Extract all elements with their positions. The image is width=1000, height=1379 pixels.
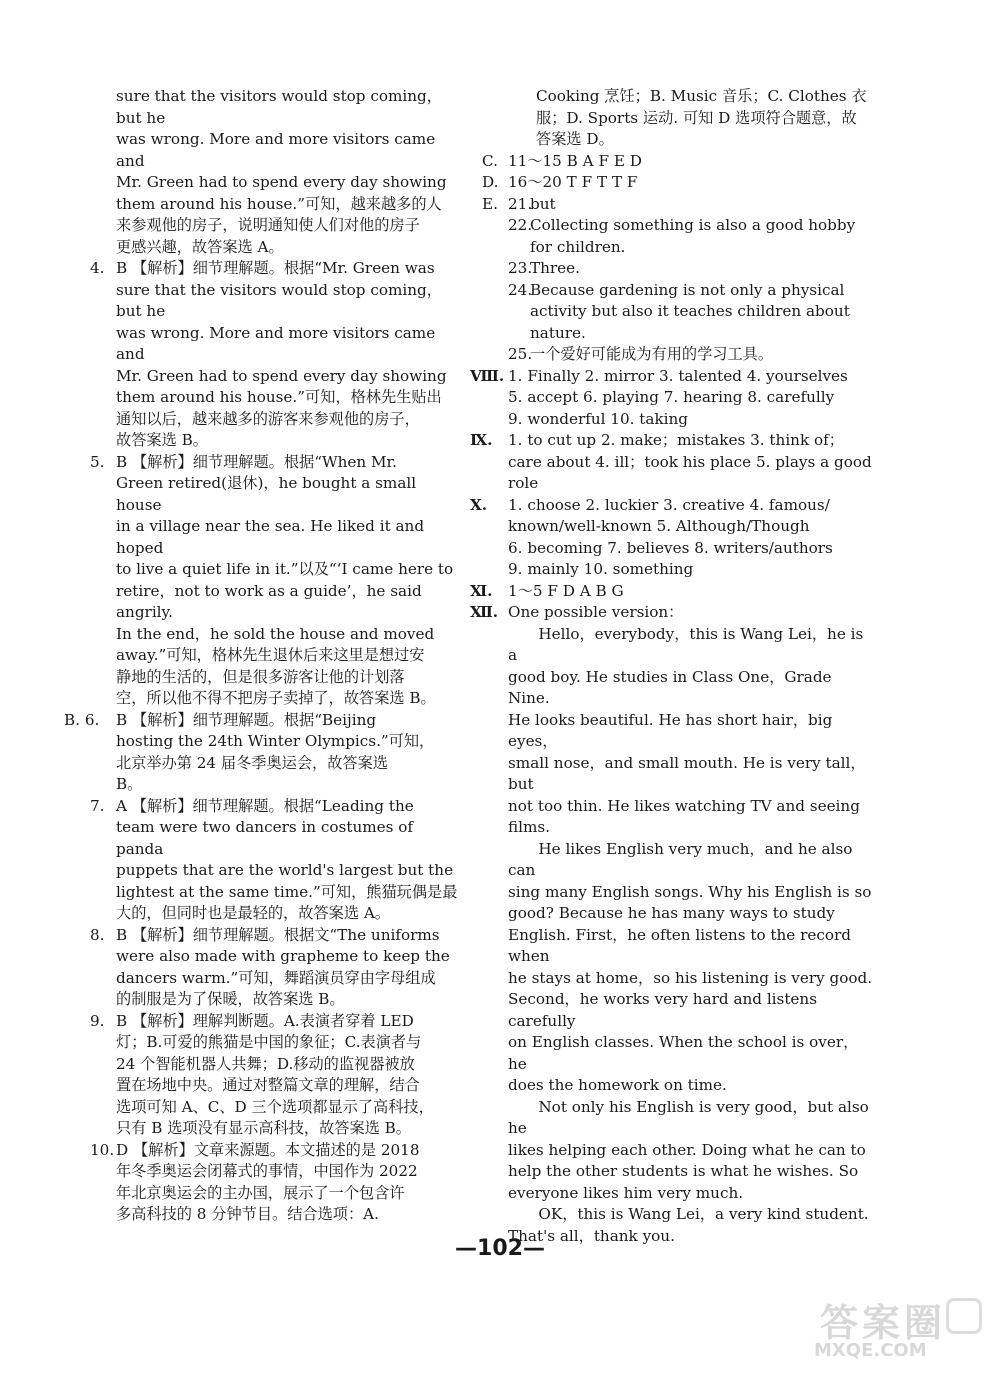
text-line: them around his house.”可知，格林先生贴出 <box>116 388 442 406</box>
text-line: dancers warm.”可知，舞蹈演员穿由字母组成 <box>116 968 436 987</box>
item-number: 5. <box>90 452 105 471</box>
text-line: 年北京奥运会的主办国，展示了一个包含许 <box>116 1183 405 1202</box>
text-line: 9. wonderful 10. taking <box>508 409 689 428</box>
text-line: 一个爱好可能成为有用的学习工具。 <box>530 345 773 363</box>
section-c <box>482 151 874 173</box>
text-line: hosting the 24th Winter Olympics.”可知， <box>116 732 435 750</box>
item-number: 4. <box>90 259 105 277</box>
text-line: 9. mainly 10. something <box>508 560 694 578</box>
text-line: One possible version： <box>508 603 684 621</box>
item-number: 7. <box>90 796 105 815</box>
text-line: B 【解析】细节理解题。根据“Mr. Green was <box>116 259 435 277</box>
text-line: known/well-known 5. Although/Though <box>508 517 810 535</box>
answer-item <box>90 1140 458 1226</box>
text-line: B 【解析】细节理解题。根据文“The uniforms <box>116 925 440 944</box>
text-line: 多高科技的 8 分钟节目。结合选项：A. <box>116 1205 379 1223</box>
answer-item <box>90 925 458 1011</box>
essay-paragraph <box>508 624 874 839</box>
text-line: 灯；B.可爱的熊猫是中国的象征；C.表演者与 <box>116 1033 422 1051</box>
item-number: 24. <box>508 280 533 299</box>
text-line: team were two dancers in costumes of panda <box>116 818 414 858</box>
section-e <box>482 194 874 366</box>
text-line: 1. to cut up 2. make；mistakes 3. think of； <box>508 431 844 449</box>
text-line: films. <box>508 818 551 836</box>
text-line: nature. <box>530 323 586 342</box>
text-line: retire，not to work as a guide’，he said angrily. <box>116 581 422 621</box>
text-line: 静地的生活的，但是很多游客让他的计划落 <box>116 667 405 686</box>
section-label: Ⅺ. <box>470 581 493 600</box>
answer-continuation <box>482 86 874 151</box>
section-label: E. <box>482 194 498 213</box>
answer-continuation <box>90 86 458 258</box>
text-line: for children. <box>530 237 626 256</box>
left-column <box>64 86 458 1226</box>
text-line: 1. Finally 2. mirror 3. talented 4. yourselves <box>508 366 848 385</box>
item-number: B. 6. <box>64 710 100 729</box>
text-line: good? Because he has many ways to study <box>508 904 835 922</box>
answer-item <box>482 215 874 258</box>
text-line: he stays at home，so his listening is very good. <box>508 968 873 987</box>
answer-item <box>90 258 458 452</box>
text-line: That's all，thank you. <box>508 1226 675 1245</box>
section-x <box>470 495 874 581</box>
text-line: B 【解析】细节理解题。根据“When Mr. <box>116 452 397 471</box>
right-column <box>470 86 874 1247</box>
item-number: 9. <box>90 1011 105 1030</box>
text-line: were also made with grapheme to keep the <box>116 947 450 965</box>
item-number: 8. <box>90 925 105 944</box>
text-line: Three. <box>530 259 580 277</box>
answer-item <box>64 710 458 796</box>
text-line: Not only his English is very good，but also he <box>508 1097 869 1137</box>
text-line: Collecting something is also a good hobby <box>530 216 856 234</box>
text-line: 答案选 D。 <box>536 130 614 148</box>
text-line: 大的，但同时也是最轻的，故答案选 A。 <box>116 904 390 922</box>
text-line: 置在场地中央。通过对整篇文章的理解，结合 <box>116 1076 420 1094</box>
text-line: Mr. Green had to spend every day showing <box>116 366 447 385</box>
item-number: 23. <box>508 259 533 277</box>
text-line: In the end，he sold the house and moved <box>116 624 435 643</box>
text-line: help the other students is what he wishes. So <box>508 1162 859 1180</box>
watermark-logo-icon <box>946 1298 982 1334</box>
section-ix <box>470 430 874 495</box>
text-line: 24 个智能机器人共舞；D.移动的监视器被放 <box>116 1054 415 1073</box>
answer-item <box>482 280 874 345</box>
text-line: but <box>530 194 556 213</box>
text-line: activity but also it teaches children about <box>530 302 850 320</box>
section-label: Ⅹ. <box>470 495 488 514</box>
text-line: OK，this is Wang Lei，a very kind student. <box>538 1205 869 1223</box>
answer-item <box>90 1011 458 1140</box>
text-line: 1. choose 2. luckier 3. creative 4. famous/ <box>508 495 830 514</box>
answer-item <box>482 258 874 280</box>
text-line: in a village near the sea. He liked it and hoped <box>116 517 425 557</box>
text-line: English. First，he often listens to the record when <box>508 925 851 965</box>
text-line: 16～20 T F T T F <box>508 173 638 191</box>
watermark <box>800 1292 990 1364</box>
text-line: care about 4. ill；took his place 5. plays a good <box>508 452 872 471</box>
text-line: 5. accept 6. playing 7. hearing 8. carefully <box>508 388 835 406</box>
text-line: 通知以后，越来越多的游客来参观他的房子， <box>116 409 420 428</box>
answer-item <box>482 194 874 216</box>
section-xi <box>470 581 874 603</box>
text-line: 来参观他的房子，说明通知使人们对他的房子 <box>116 216 420 234</box>
text-line: 只有 B 选项没有显示高科技，故答案选 B。 <box>116 1119 411 1137</box>
text-line: Green retired(退休)，he bought a small house <box>116 474 417 514</box>
text-line: 选项可知 A、C、D 三个选项都显示了高科技， <box>116 1097 434 1116</box>
section-label: D. <box>482 173 499 191</box>
text-line: 1～5 F D A B G <box>508 581 624 600</box>
answer-item <box>482 344 874 366</box>
section-label: Ⅷ. <box>470 366 505 385</box>
text-line: puppets that are the world's largest but the <box>116 861 454 879</box>
text-line: A 【解析】细节理解题。根据“Leading the <box>116 796 414 815</box>
text-line: lightest at the same time.”可知，熊猫玩偶是最 <box>116 882 458 901</box>
text-line: role <box>508 474 539 492</box>
text-line: D 【解析】文章来源题。本文描述的是 2018 <box>116 1140 420 1159</box>
text-line: small nose，and small mouth. He is very tall，but <box>508 753 866 793</box>
text-line: does the homework on time. <box>508 1076 727 1094</box>
page-number: —102— <box>455 1236 545 1261</box>
text-line: 更感兴趣，故答案选 A。 <box>116 237 284 256</box>
text-line: good boy. He studies in Class One，Grade Nine. <box>508 667 832 707</box>
text-line: was wrong. More and more visitors came and <box>116 130 436 170</box>
watermark-url: MXQE.COM <box>814 1340 927 1361</box>
text-line: He looks beautiful. He has short hair，big eyes， <box>508 710 833 750</box>
text-line: to live a quiet life in it.”以及“‘I came here to <box>116 560 454 578</box>
text-line: 6. becoming 7. believes 8. writers/authors <box>508 538 833 557</box>
text-line: sure that the visitors would stop coming，but he <box>116 280 442 320</box>
text-line: Hello，everybody，this is Wang Lei，he is a <box>508 624 864 664</box>
text-line: Second，he works very hard and listens carefully <box>508 990 818 1030</box>
text-line: 空，所以他不得不把房子卖掉了，故答案选 B。 <box>116 689 436 707</box>
section-xii <box>470 602 874 624</box>
text-line: sure that the visitors would stop coming，but he <box>116 87 442 127</box>
text-line: away.”可知，格林先生退休后来这里是想过安 <box>116 646 425 664</box>
text-line: B 【解析】理解判断题。A.表演者穿着 LED <box>116 1011 414 1030</box>
section-d <box>482 172 874 194</box>
text-line: them around his house.”可知，越来越多的人 <box>116 194 442 213</box>
text-line: B 【解析】细节理解题。根据“Beijing <box>116 710 377 729</box>
text-line: 11～15 B A F E D <box>508 151 642 170</box>
text-line: 年冬季奥运会闭幕式的事情，中国作为 2022 <box>116 1162 418 1180</box>
essay-paragraph <box>508 839 874 1097</box>
text-line: everyone likes him very much. <box>508 1183 744 1202</box>
text-line: sing many English songs. Why his English is so <box>508 882 872 901</box>
text-line: B。 <box>116 775 143 793</box>
item-number: 10. <box>90 1140 115 1159</box>
text-line: on English classes. When the school is over，he <box>508 1033 859 1073</box>
text-line: He likes English very much，and he also can <box>508 839 853 879</box>
item-number: 25. <box>508 345 533 363</box>
text-line: 服；D. Sports 运动. 可知 D 选项符合题意，故 <box>536 108 857 127</box>
text-line: 的制服是为了保暖，故答案选 B。 <box>116 990 345 1008</box>
section-viii <box>470 366 874 431</box>
text-line: likes helping each other. Doing what he can to <box>508 1140 866 1159</box>
text-line: Cooking 烹饪；B. Music 音乐；C. Clothes 衣 <box>536 87 867 105</box>
text-line: not too thin. He likes watching TV and seeing <box>508 796 860 815</box>
section-label: C. <box>482 151 498 170</box>
section-label: Ⅸ. <box>470 431 493 449</box>
text-line: was wrong. More and more visitors came and <box>116 323 436 363</box>
text-line: Because gardening is not only a physical <box>530 280 845 299</box>
answer-item <box>90 796 458 925</box>
section-label: Ⅻ. <box>470 603 499 621</box>
text-line: 故答案选 B。 <box>116 431 208 449</box>
watermark-text: 答案圈 <box>820 1301 947 1345</box>
essay-paragraph <box>508 1097 874 1205</box>
item-number: 21. <box>508 194 533 213</box>
text-line: Mr. Green had to spend every day showing <box>116 173 447 191</box>
item-number: 22. <box>508 216 533 234</box>
text-line: 北京举办第 24 届冬季奥运会，故答案选 <box>116 753 388 772</box>
answer-item <box>90 452 458 710</box>
